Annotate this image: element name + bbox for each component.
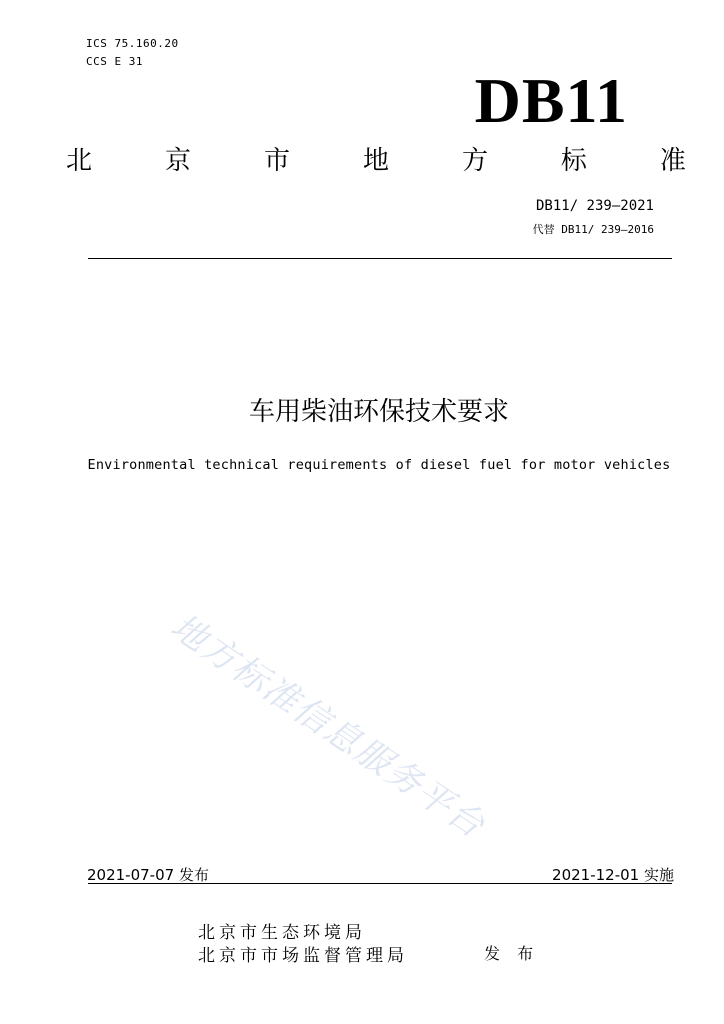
bottom-divider (88, 883, 672, 884)
standard-type-char: 方 (461, 146, 488, 176)
standard-type-char: 标 (560, 146, 587, 176)
ccs-code: CCS E 31 (86, 55, 143, 68)
standard-type-char: 北 (66, 146, 93, 176)
standard-type-char: 京 (164, 146, 191, 176)
standard-type-char: 准 (659, 146, 686, 176)
ics-code: ICS 75.160.20 (86, 37, 179, 50)
standard-type-char: 地 (362, 146, 389, 176)
db11-logo: DB11 (474, 65, 628, 136)
replaces-standard: 代替 DB11/ 239—2016 (532, 223, 654, 236)
document-title-en: Environmental technical requirements of diesel fuel for motor vehicles (87, 457, 671, 473)
publish-label: 发 布 (484, 944, 540, 963)
implementation-date: 2021-12-01 实施 (552, 866, 674, 884)
standard-type-heading (66, 141, 686, 181)
issue-date: 2021-07-07 发布 (87, 866, 209, 884)
watermark: 地方标准信息服务平台 (163, 606, 493, 847)
standard-type-char: 市 (263, 146, 290, 176)
document-title-cn: 车用柴油环保技术要求 (248, 397, 509, 427)
issuer-market-regulation-bureau: 北京市市场监督管理局 (198, 946, 408, 966)
issuer-ecology-bureau: 北京市生态环境局 (198, 923, 366, 943)
top-divider (88, 258, 672, 259)
standard-number: DB11/ 239—2021 (535, 198, 654, 214)
